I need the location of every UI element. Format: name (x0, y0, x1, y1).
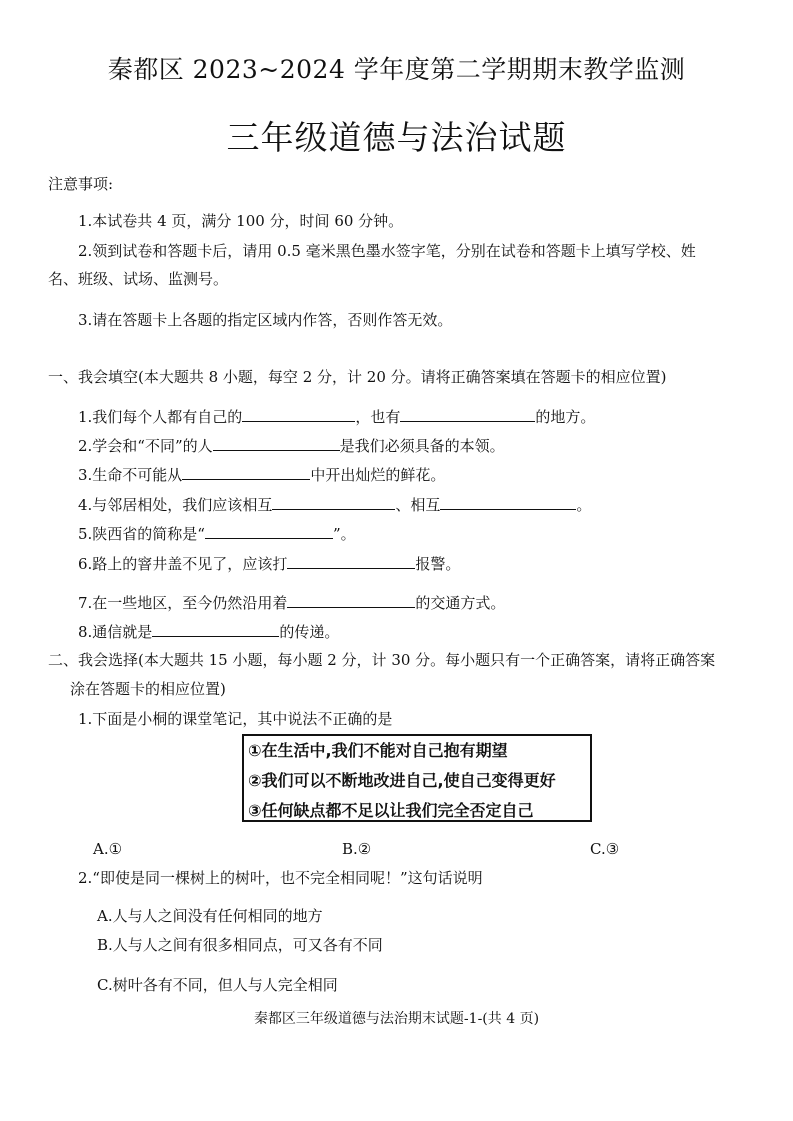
answer-blank (272, 494, 395, 510)
choice-option: B.人与人之间有很多相同点，可又各有不同 (97, 936, 383, 954)
answer-blank (242, 406, 355, 422)
choice-question-2-stem: 2.“即使是同一棵树上的树叶，也不完全相同呢！”这句话说明 (78, 869, 483, 887)
exam-title: 秦都区 2023~2024 学年度第二学期期末教学监测 (107, 55, 686, 84)
note-line: ①在生活中,我们不能对自己抱有期望 (248, 741, 508, 760)
note-item: 3.请在答题卡上各题的指定区域内作答，否则作答无效。 (78, 311, 453, 329)
section1-heading: 一、我会填空(本大题共 8 小题，每空 2 分，计 20 分。请将正确答案填在答题卡的相应位置) (48, 368, 667, 386)
answer-blank (400, 406, 535, 422)
fill-question-5: 5.陕西省的简称是“ ”。 (78, 525, 356, 543)
answer-blank (287, 592, 415, 608)
note-line: ③任何缺点都不足以让我们完全否定自己 (248, 801, 534, 820)
exam-subtitle: 三年级道德与法治试题 (226, 118, 567, 157)
choice-option: C.树叶各有不同，但人与人完全相同 (97, 976, 338, 994)
note-item: 2.领到试卷和答题卡后，请用 0.5 毫米黑色墨水签字笔，分别在试卷和答题卡上填写学校、姓 (78, 242, 696, 260)
answer-blank (213, 435, 340, 451)
choice-option: C.③ (590, 840, 620, 858)
section2-heading-cont: 涂在答题卡的相应位置) (70, 680, 226, 698)
note-item: 名、班级、试场、监测号。 (48, 270, 229, 288)
answer-blank (152, 621, 279, 637)
class-notes-card (242, 734, 592, 822)
choice-option: A.人与人之间没有任何相同的地方 (97, 907, 323, 925)
answer-blank (182, 464, 310, 480)
note-item: 1.本试卷共 4 页，满分 100 分，时间 60 分钟。 (78, 212, 404, 230)
answer-blank (440, 494, 576, 510)
notes-heading: 注意事项: (48, 175, 114, 193)
fill-question-2: 2.学会和“不同”的人 是我们必须具备的本领。 (78, 437, 505, 455)
choice-option: A.① (93, 840, 123, 858)
answer-blank (287, 553, 415, 569)
choice-option: B.② (342, 840, 372, 858)
note-line: ②我们可以不断地改进自己,使自己变得更好 (248, 771, 556, 790)
section2-heading: 二、我会选择(本大题共 15 小题，每小题 2 分，计 30 分。每小题只有一个正确答案，请将正确答案 (48, 651, 716, 669)
fill-question-7: 7.在一些地区，至今仍然沿用着 的交通方式。 (78, 594, 506, 612)
answer-blank (205, 523, 333, 539)
choice-question-1-stem: 1.下面是小桐的课堂笔记，其中说法不正确的是 (78, 710, 393, 728)
fill-question-1: 1.我们每个人都有自己的 ，也有 的地方。 (78, 408, 596, 426)
fill-question-6: 6.路上的窨井盖不见了，应该打 报警。 (78, 555, 461, 573)
page-footer: 秦都区三年级道德与法治期末试题-1-(共 4 页) (253, 1011, 540, 1027)
fill-question-8: 8.通信就是 的传递。 (78, 623, 340, 641)
fill-question-3: 3.生命不可能从 中开出灿烂的鲜花。 (78, 466, 446, 484)
fill-question-4: 4.与邻居相处，我们应该相互 、相互 。 (78, 496, 592, 514)
